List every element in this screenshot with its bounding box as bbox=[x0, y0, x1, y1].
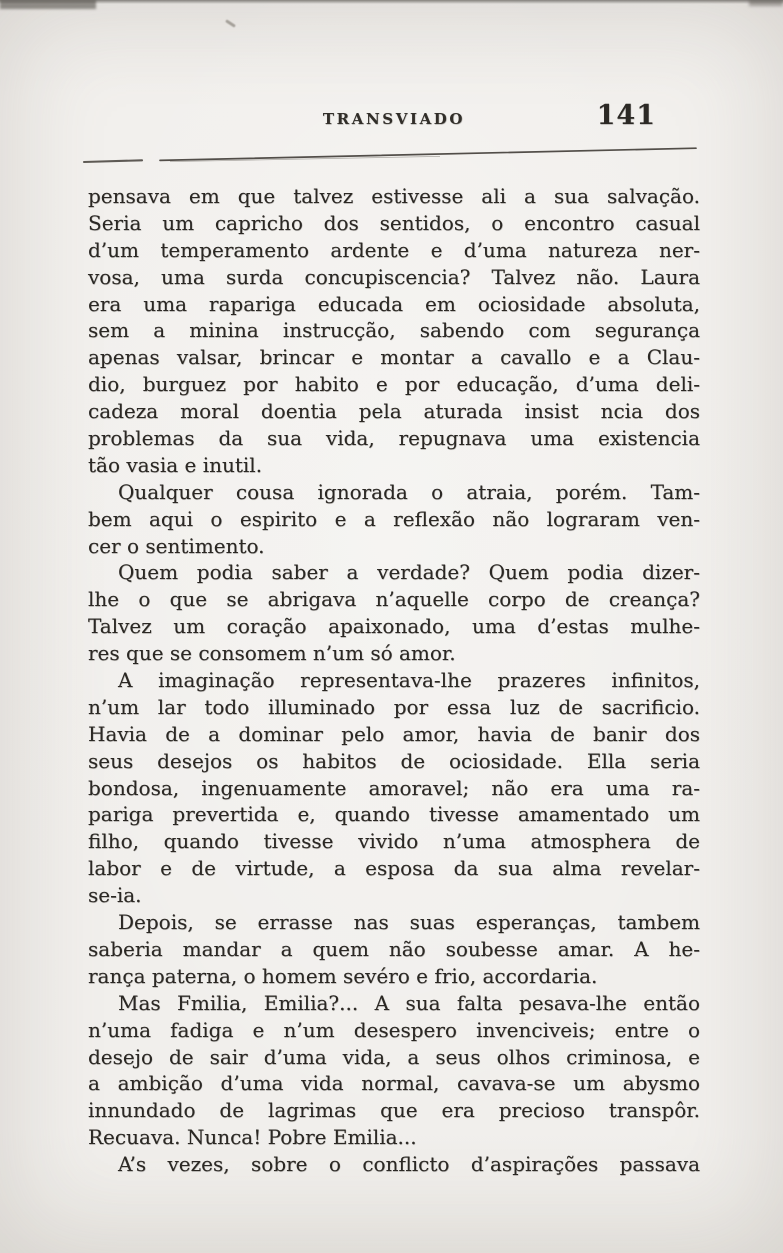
text-line-32: n’uma fadiga e n’um desespero invenciveis; entre o bbox=[88, 1017, 700, 1042]
text-line-28: Depois, se errasse nas suas esperanças, tambem bbox=[118, 910, 700, 935]
running-title: TRANSVIADO bbox=[322, 110, 466, 128]
text-line-22: seus desejos os habitos de ociosidade. Ella seria bbox=[88, 748, 700, 773]
text-line-2: Seria um capricho dos sentidos, o encontro casual bbox=[88, 210, 700, 235]
text-line-23: bondosa, ingenuamente amoravel; não era uma ra- bbox=[88, 775, 700, 800]
text-line-24: pariga prevertida e, quando tivesse amamentado um bbox=[88, 802, 700, 827]
page-number: 141 bbox=[596, 100, 656, 131]
text-line-34: a ambição d’uma vida normal, cavava-se um abysmo bbox=[88, 1071, 700, 1096]
text-line-35: innundado de lagrimas que era precioso transpôr. bbox=[88, 1098, 700, 1123]
text-line-11: tão vasia e inutil. bbox=[88, 452, 263, 477]
scan-blotch-top-left bbox=[0, 0, 96, 9]
page-header bbox=[88, 100, 700, 137]
header-rule bbox=[80, 144, 702, 170]
ink-smudge bbox=[225, 19, 236, 28]
text-line-4: vosa, uma surda concupiscencia? Talvez não. Laura bbox=[88, 264, 700, 289]
text-line-7: apenas valsar, brincar e montar a cavallo e a Clau- bbox=[88, 345, 700, 370]
text-line-3: d’um temperamento ardente e d’uma natureza ner- bbox=[88, 237, 700, 262]
text-line-37: A’s vezes, sobre o conflicto d’aspirações passava bbox=[118, 1152, 700, 1177]
text-line-18: res que se consomem n’um só amor. bbox=[88, 641, 456, 666]
text-line-6: sem a minina instrucção, sabendo com segurança bbox=[88, 318, 700, 343]
text-line-36: Recuava. Nunca! Pobre Emilia... bbox=[88, 1125, 417, 1150]
text-line-25: filho, quando tivesse vivido n’uma atmosphera de bbox=[88, 829, 700, 854]
text-line-30: rança paterna, o homem sevéro e frio, accordaria. bbox=[88, 963, 598, 988]
text-line-8: dio, burguez por habito e por educação, d’uma deli- bbox=[88, 372, 700, 397]
text-line-1: pensava em que talvez estivesse ali a sua salvação. bbox=[88, 184, 700, 208]
text-line-21: Havia de a dominar pelo amor, havia de banir dos bbox=[88, 721, 700, 746]
text-line-27: se-ia. bbox=[88, 883, 142, 908]
text-line-15: Quem podia saber a verdade? Quem podia dizer- bbox=[118, 560, 700, 585]
scan-edge-artifact-top bbox=[0, 0, 783, 4]
text-line-9: cadeza moral doentia pela aturada insist ncia dos bbox=[88, 399, 700, 424]
text-line-16: lhe o que se abrigava n’aquelle corpo de creança? bbox=[88, 587, 700, 612]
text-line-13: bem aqui o espirito e a reflexão não lograram ven- bbox=[88, 506, 700, 531]
text-line-26: labor e de virtude, a esposa da sua alma revelar- bbox=[88, 856, 700, 881]
text-line-12: Qualquer cousa ignorada o atraia, porém. Tam- bbox=[118, 479, 700, 504]
body-text-column bbox=[88, 183, 700, 1178]
text-line-31: Mas Fmilia, Emilia?... A sua falta pesava-lhe então bbox=[118, 990, 700, 1015]
text-line-33: desejo de sair d’uma vida, a seus olhos criminosa, e bbox=[88, 1044, 700, 1069]
text-line-29: saberia mandar a quem não soubesse amar. A he- bbox=[88, 936, 700, 961]
text-line-17: Talvez um coração apaixonado, uma d’estas mulhe- bbox=[88, 614, 700, 639]
text-line-5: era uma rapariga educada em ociosidade absoluta, bbox=[88, 291, 700, 316]
text-line-19: A imaginação representava-lhe prazeres infinitos, bbox=[118, 668, 700, 693]
text-line-14: cer o sentimento. bbox=[88, 533, 265, 558]
text-line-10: problemas da sua vida, repugnava uma existencia bbox=[88, 426, 700, 451]
text-line-20: n’um lar todo illuminado por essa luz de sacrificio. bbox=[88, 694, 700, 719]
scan-blotch-top-right bbox=[749, 0, 783, 6]
